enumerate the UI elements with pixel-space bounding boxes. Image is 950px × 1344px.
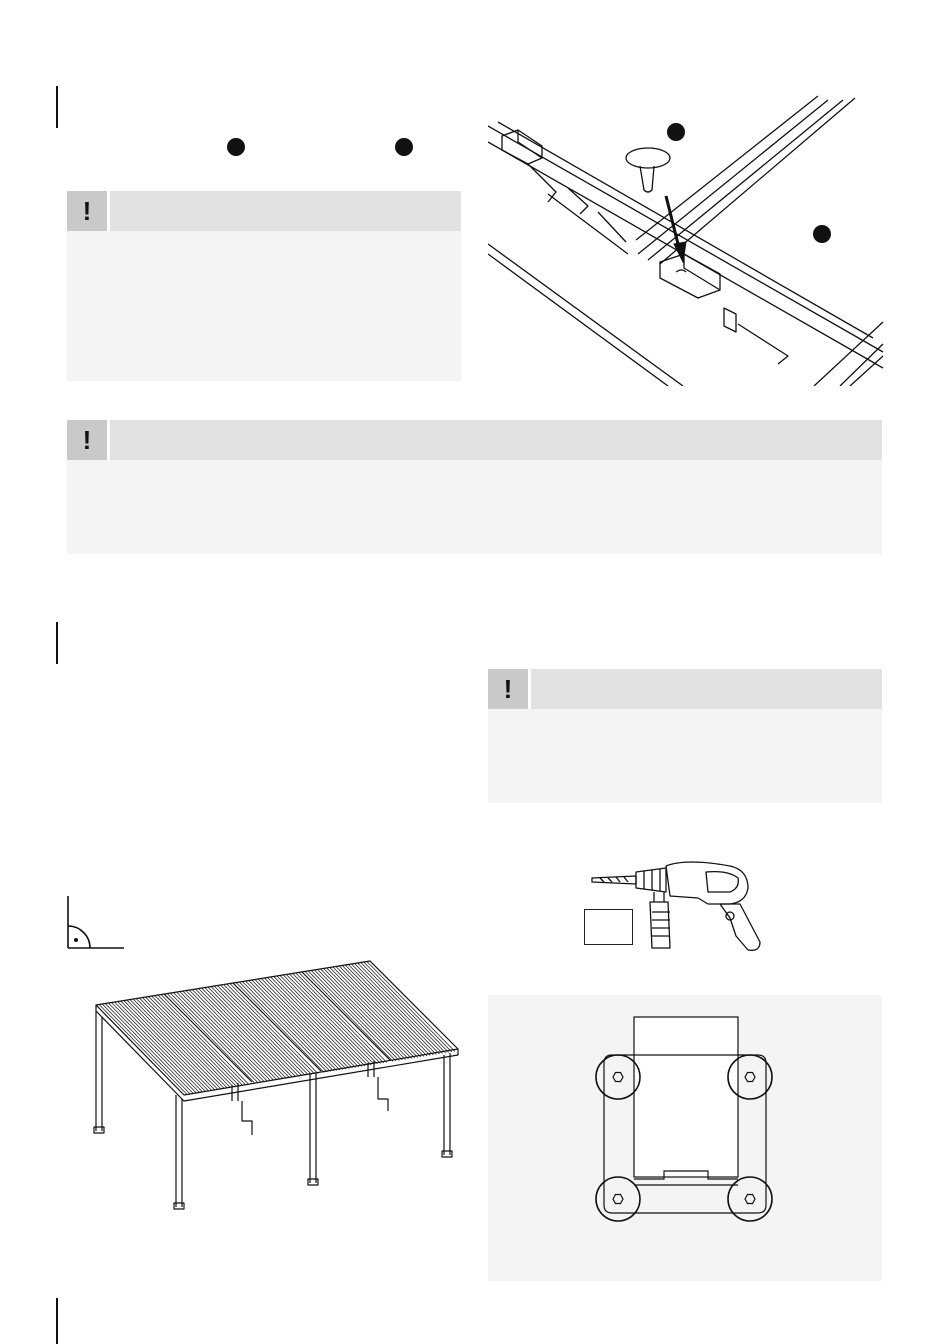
louvre-slat bbox=[367, 962, 455, 1052]
louvre-slat bbox=[339, 966, 427, 1056]
pergola-illustration bbox=[86, 955, 466, 1217]
louvre-slat bbox=[105, 1004, 193, 1094]
section-marker-1 bbox=[56, 86, 58, 128]
louvre-slat bbox=[355, 964, 443, 1054]
louvre-slat bbox=[108, 1003, 196, 1093]
louvre-slat bbox=[364, 962, 452, 1052]
warning-callout-1 bbox=[67, 191, 461, 381]
exclamation-icon: ! bbox=[488, 669, 528, 709]
louvre-slat bbox=[361, 963, 449, 1053]
warning-callout-2 bbox=[67, 420, 882, 554]
louvre-slat bbox=[358, 963, 446, 1053]
louvre-slat bbox=[351, 964, 439, 1054]
right-angle-icon bbox=[66, 894, 126, 950]
louvre-slat bbox=[286, 975, 374, 1065]
callout-header bbox=[67, 420, 882, 460]
exclamation-icon: ! bbox=[67, 191, 107, 231]
louvre-slat bbox=[127, 1000, 215, 1090]
louvre-slat bbox=[102, 1004, 190, 1094]
exclamation-icon: ! bbox=[67, 420, 107, 460]
louvre-slat bbox=[342, 966, 430, 1056]
section-marker-2 bbox=[56, 622, 58, 664]
louvre-slat bbox=[99, 1005, 187, 1095]
callout-header bbox=[488, 669, 882, 709]
louvre-slat bbox=[345, 965, 433, 1055]
section-marker-3 bbox=[56, 1298, 58, 1344]
base-plate-illustration bbox=[590, 1015, 780, 1225]
part-marker-dot-1 bbox=[227, 138, 245, 156]
beam-plug-illustration bbox=[488, 94, 884, 386]
part-marker-dot-2 bbox=[395, 138, 413, 156]
louvre-slat bbox=[124, 1001, 212, 1091]
louvre-slat bbox=[348, 965, 436, 1055]
louvre-slat bbox=[121, 1001, 209, 1091]
callout-header bbox=[67, 191, 461, 231]
warning-callout-3 bbox=[488, 669, 882, 803]
louvre-slat bbox=[115, 1002, 203, 1092]
drill-bit-size-box bbox=[584, 909, 633, 945]
